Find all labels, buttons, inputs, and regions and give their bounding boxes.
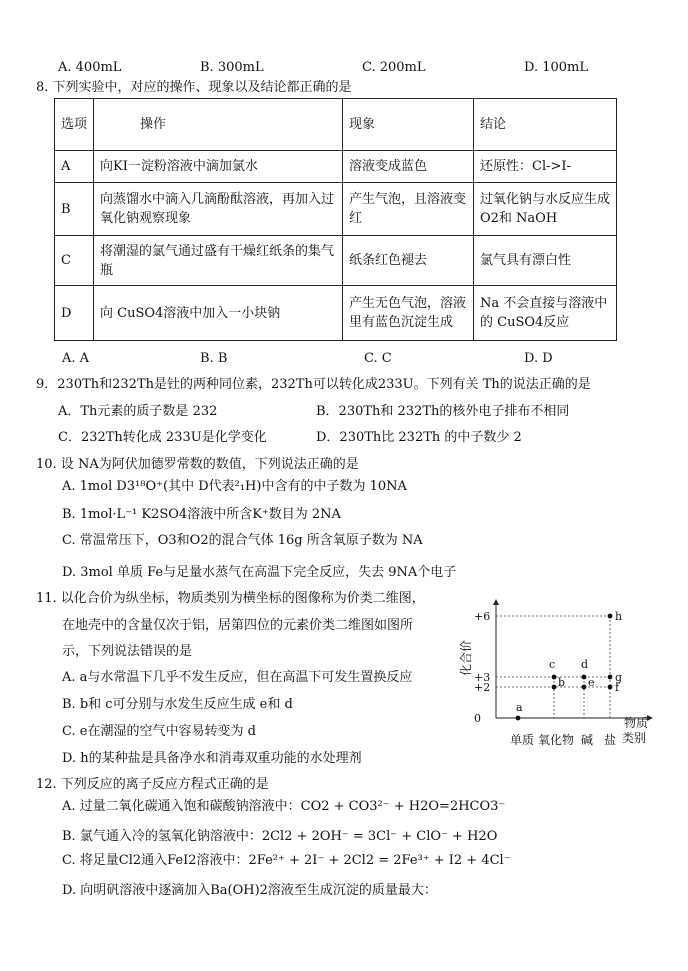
q9-option-a: A．Th元素的质子数是 232 bbox=[58, 404, 218, 419]
header-phenomenon: 现象 bbox=[343, 99, 474, 151]
q7-option-c: C. 200mL bbox=[362, 60, 426, 75]
q12-option-a: A. 过量二氧化碳通入饱和碳酸钠溶液中：CO2 + CO3²⁻ + H2O=2HCO3⁻ bbox=[62, 799, 506, 814]
row-d-phenomenon: 产生无色气泡，溶液里有蓝色沉淀生成 bbox=[343, 286, 474, 341]
row-a-operation: 向KI一淀粉溶液中滴加氯水 bbox=[94, 151, 343, 183]
y-axis-label: 化合价 bbox=[459, 639, 473, 676]
point-label-c: c bbox=[549, 658, 556, 671]
valence-class-chart bbox=[456, 596, 656, 748]
header-option: 选项 bbox=[55, 99, 94, 151]
q10-option-b: B. 1mol·L⁻¹ K2SO4溶液中所含K⁺数目为 2NA bbox=[62, 507, 341, 522]
q11-option-a: A. a与水常温下几乎不发生反应，但在高温下可发生置换反应 bbox=[62, 670, 413, 685]
point-label-b: b bbox=[558, 676, 566, 689]
q8-option-c: C. C bbox=[364, 351, 392, 366]
point-a bbox=[516, 716, 521, 721]
row-b-option: B bbox=[55, 183, 94, 236]
row-c-operation: 将潮湿的氯气通过盛有干燥红纸条的集气瓶 bbox=[94, 236, 343, 286]
q11-option-d: D. h的某种盐是具备净水和消毒双重功能的水处理剂 bbox=[62, 751, 362, 766]
table-row bbox=[55, 151, 617, 183]
q8-stem: 8. 下列实验中，对应的操作、现象以及结论都正确的是 bbox=[36, 80, 352, 95]
q8-option-d: D. D bbox=[524, 351, 553, 366]
x-category-label: 盐 bbox=[604, 733, 617, 747]
point-h bbox=[608, 614, 613, 619]
y-tick-label: +3 bbox=[474, 671, 491, 684]
point-e bbox=[582, 685, 587, 690]
row-c-option: C bbox=[55, 236, 94, 286]
q10-stem: 10. 设 NA为阿伏加德罗常数的数值，下列说法正确的是 bbox=[36, 457, 359, 472]
q9-stem: 9．230Th和232Th是钍的两种同位素，232Th可以转化成233U。下列有关 Th的说法正确的是 bbox=[36, 377, 591, 392]
row-d-option: D bbox=[55, 286, 94, 341]
q12-stem: 12. 下列反应的离子反应方程式正确的是 bbox=[36, 777, 269, 792]
x-axis-label-2: 类别 bbox=[622, 731, 647, 745]
point-g bbox=[608, 675, 613, 680]
row-b-operation: 向蒸馏水中滴入几滴酚酞溶液，再加入过氧化钠观察现象 bbox=[94, 183, 343, 236]
q12-option-d: D. 向明矾溶液中逐滴加入Ba(OH)2溶液至生成沉淀的质量最大： bbox=[62, 883, 437, 898]
point-b bbox=[552, 685, 557, 690]
q11-stem-line-2: 在地壳中的含量仅次于铝，居第四位的元素价类二维图如图所 bbox=[62, 618, 414, 633]
q9-option-d: D．230Th比 232Th 的中子数少 2 bbox=[316, 430, 522, 445]
q9-option-c: C．232Th转化成 233U是化学变化 bbox=[58, 430, 267, 445]
row-a-phenomenon: 溶液变成蓝色 bbox=[343, 151, 474, 183]
row-b-conclusion: 过氧化钠与水反应生成 O2和 NaOH bbox=[474, 183, 617, 236]
q9-option-b: B．230Th和 232Th的核外电子排布不相同 bbox=[316, 404, 570, 419]
q11-option-c: C. e在潮湿的空气中容易转变为 d bbox=[62, 724, 256, 739]
q7-option-d: D. 100mL bbox=[524, 60, 588, 75]
point-label-g: g bbox=[615, 671, 623, 684]
table-row bbox=[55, 236, 617, 286]
q8-option-a: A. A bbox=[62, 351, 90, 366]
q11-stem-line-3: 示，下列说法错误的是 bbox=[62, 644, 193, 659]
y-tick-label: +6 bbox=[474, 610, 491, 623]
q10-option-c: C. 常温常压下，O3和O2的混合气体 16g 所含氧原子数为 NA bbox=[62, 533, 423, 548]
point-d bbox=[582, 675, 587, 680]
q12-option-b: B. 氯气通入冷的氢氧化钠溶液中：2Cl2 + 2OH⁻ = 3Cl⁻ + ClO⁻ + H2O bbox=[62, 829, 498, 844]
y-tick-label: +2 bbox=[474, 681, 491, 694]
point-f bbox=[608, 685, 613, 690]
experiment-table bbox=[54, 98, 617, 341]
q7-option-b: B. 300mL bbox=[200, 60, 264, 75]
row-a-option: A bbox=[55, 151, 94, 183]
point-label-e: e bbox=[588, 676, 595, 689]
row-d-conclusion: Na 不会直接与溶液中的 CuSO4反应 bbox=[474, 286, 617, 341]
y-tick-label: 0 bbox=[474, 712, 481, 725]
point-label-f: f bbox=[615, 681, 620, 694]
row-a-conclusion: 还原性：Cl->I- bbox=[474, 151, 617, 183]
row-d-operation: 向 CuSO4溶液中加入一小块钠 bbox=[94, 286, 343, 341]
q11-stem-line-1: 11. 以化合价为纵坐标，物质类别为横坐标的图像称为价类二维图， bbox=[36, 591, 425, 606]
point-label-d: d bbox=[581, 658, 589, 671]
q7-option-a: A. 400mL bbox=[58, 60, 122, 75]
table-header-row bbox=[55, 99, 617, 151]
row-b-phenomenon: 产生气泡，且溶液变红 bbox=[343, 183, 474, 236]
q10-option-a: A. 1mol D3¹⁸O⁺(其中 D代表²₁H)中含有的中子数为 10NA bbox=[62, 479, 407, 494]
row-c-phenomenon: 纸条红色褪去 bbox=[343, 236, 474, 286]
header-conclusion: 结论 bbox=[474, 99, 617, 151]
header-operation: 操作 bbox=[94, 99, 343, 151]
point-label-a: a bbox=[516, 701, 523, 714]
q11-option-b: B. b和 c可分别与水发生反应生成 e和 d bbox=[62, 697, 293, 712]
q8-option-b: B. B bbox=[200, 351, 228, 366]
x-category-label: 单质 bbox=[510, 733, 535, 747]
table-row bbox=[55, 286, 617, 341]
point-c bbox=[552, 675, 557, 680]
q10-option-d: D. 3mol 单质 Fe与足量水蒸气在高温下完全反应，失去 9NA个电子 bbox=[62, 565, 457, 580]
table-row bbox=[55, 183, 617, 236]
point-label-h: h bbox=[615, 610, 623, 623]
q12-option-c: C. 将足量Cl2通入FeI2溶液中：2Fe²⁺ + 2I⁻ + 2Cl2 = 2Fe³⁺ + I2 + 4Cl⁻ bbox=[62, 853, 511, 868]
x-category-label: 氧化物 bbox=[538, 733, 575, 747]
row-c-conclusion: 氯气具有漂白性 bbox=[474, 236, 617, 286]
x-axis-label-1: 物质 bbox=[624, 716, 649, 730]
x-category-label: 碱 bbox=[581, 733, 594, 747]
